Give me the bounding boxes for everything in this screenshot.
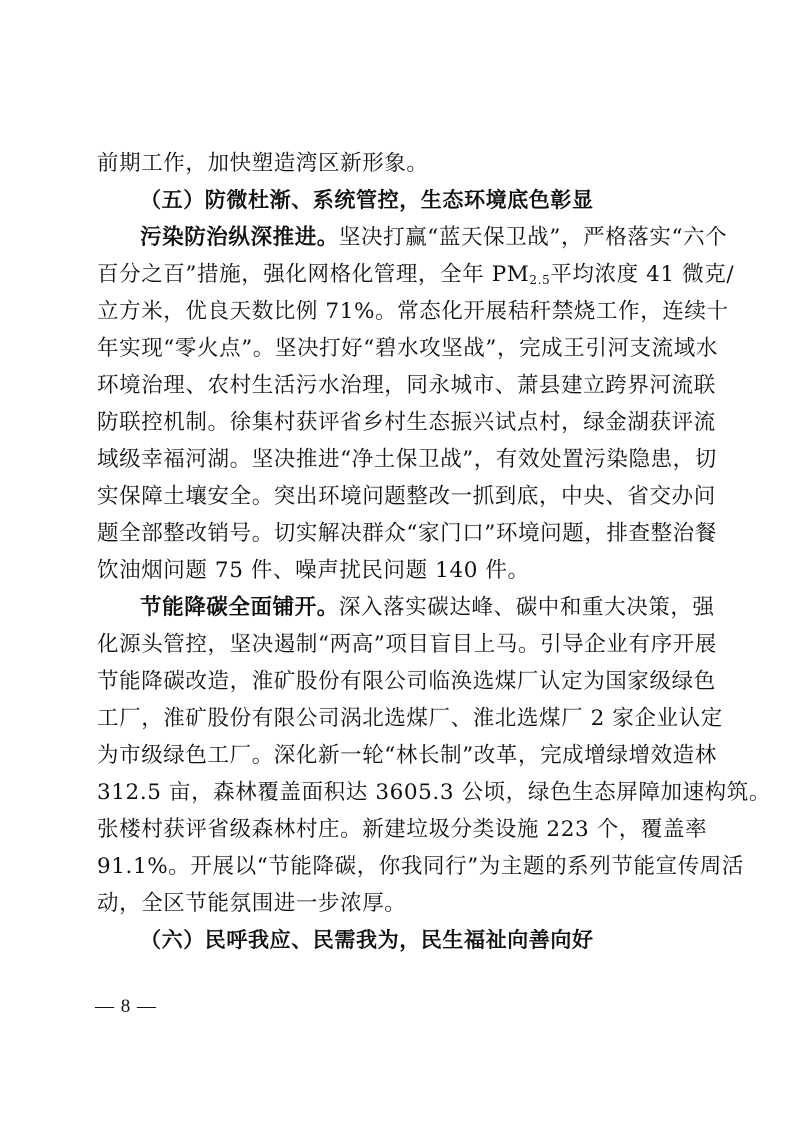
text-run: 深入落实碳达峰、碳中和重大决策，强 [338,595,715,620]
text-line [97,219,728,256]
paragraph-lead: 污染防治纵深推进。 [140,225,339,250]
text-line: 年实现“零火点”。坚决打好“碧水攻坚战”，完成王引河支流域水 [97,336,718,361]
text-line: 91.1%。开展以“节能降碳，你我同行”为主题的系列节能宣传周活 [97,854,744,879]
text-line: 实保障土壤安全。突出环境问题整改一抓到底，中央、省交办问 [97,484,716,509]
text-line: 环境治理、农村生活污水治理，同永城市、萧县建立跨界河流联 [97,373,716,398]
text-line: 312.5 亩，森林覆盖面积达 3605.3 公顷，绿色生态屏障加速构筑。 [97,780,771,805]
text-line: 饮油烟问题 75 件、噪声扰民问题 140 件。 [97,558,530,583]
text-line: 为市级绿色工厂。深化新一轮“林长制”改革，完成增绿增效造林 [97,743,717,768]
text-line: 前期工作，加快塑造湾区新形象。 [97,151,429,176]
text-line: 化源头管控，坚决遏制“两高”项目盲目上马。引导企业有序开展 [97,632,717,657]
text-run: 百分之百”措施，强化网格化管理，全年 PM [97,262,530,287]
paragraph-pollution-control [97,219,735,589]
body-text [97,145,771,959]
text-run: 平均浓度 41 微克/ [550,262,735,287]
text-run: 坚决打赢“蓝天保卫战”，严格落实“六个 [338,225,728,250]
text-line: 节能降碳改造，淮矿股份有限公司临涣选煤厂认定为国家级绿色 [97,669,716,694]
text-line: 域级幸福河湖。坚决推进“净土保卫战”，有效处置污染隐患，切 [97,447,717,472]
paragraph-lead: 节能降碳全面铺开。 [140,595,339,620]
section-heading-5: （五）防微杜渐、系统管控，生态环境底色彰显 [140,188,594,212]
section-heading-6: （六）民呼我应、民需我为，民生福祉向善向好 [140,928,594,952]
text-line: 题全部整改销号。切实解决群众“家门口”环境问题，排查整治餐 [97,521,717,546]
subscript: 2.5 [529,273,551,287]
text-line: 防联控机制。徐集村获评省乡村生态振兴试点村，绿金湖获评流 [97,410,716,435]
text-line [97,589,715,626]
text-line: 张楼村获评省级森林村庄。新建垃圾分类设施 223 个，覆盖率 [97,817,708,842]
text-line: 立方米，优良天数比例 71%。常态化开展秸秆禁烧工作，连续十 [97,299,729,324]
text-line: 动，全区节能氛围进一步浓厚。 [97,891,407,916]
paragraph-carbon-reduction [97,589,771,922]
text-line [97,256,735,293]
text-line: 工厂，淮矿股份有限公司涡北选煤厂、淮北选煤厂 2 家企业认定 [97,706,723,731]
page-number: — 8 — [95,996,157,1017]
